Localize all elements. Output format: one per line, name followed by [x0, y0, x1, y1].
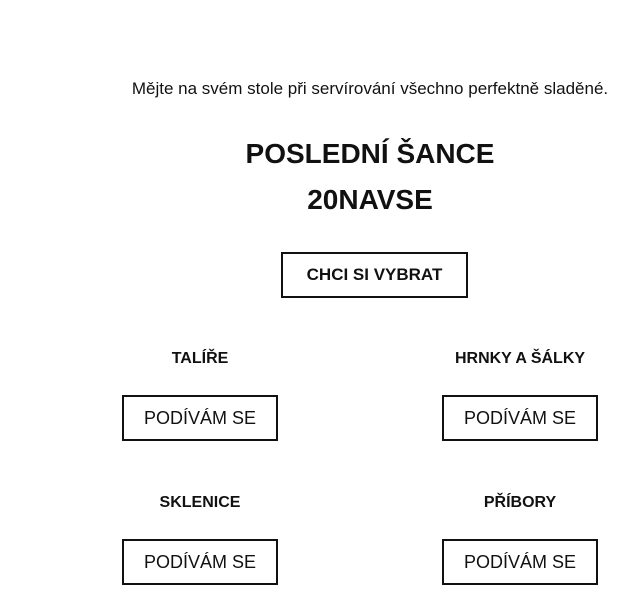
view-plates-button[interactable]: PODÍVÁM SE	[122, 395, 278, 441]
promo-headline: POSLEDNÍ ŠANCE	[245, 138, 495, 169]
category-title-plates: TALÍŘE	[171, 350, 229, 367]
view-mugs-cups-button[interactable]: PODÍVÁM SE	[442, 395, 598, 441]
category-cutlery	[400, 493, 640, 572]
view-cutlery-button[interactable]: PODÍVÁM SE	[442, 539, 598, 585]
view-glasses-button[interactable]: PODÍVÁM SE	[122, 539, 278, 585]
category-title-cutlery: PŘÍBORY	[483, 494, 557, 511]
category-glasses	[80, 493, 320, 572]
promo-code: 20NAVSE	[307, 184, 433, 215]
choose-button[interactable]: CHCI SI VYBRAT	[281, 252, 468, 298]
category-mugs-cups	[400, 349, 640, 428]
intro-text: Mějte na svém stole při servírování všechno perfektně sladěné.	[131, 79, 609, 98]
category-title-glasses: SKLENICE	[159, 494, 241, 511]
category-title-mugs-cups: HRNKY A ŠÁLKY	[454, 350, 586, 367]
category-plates	[80, 349, 320, 428]
